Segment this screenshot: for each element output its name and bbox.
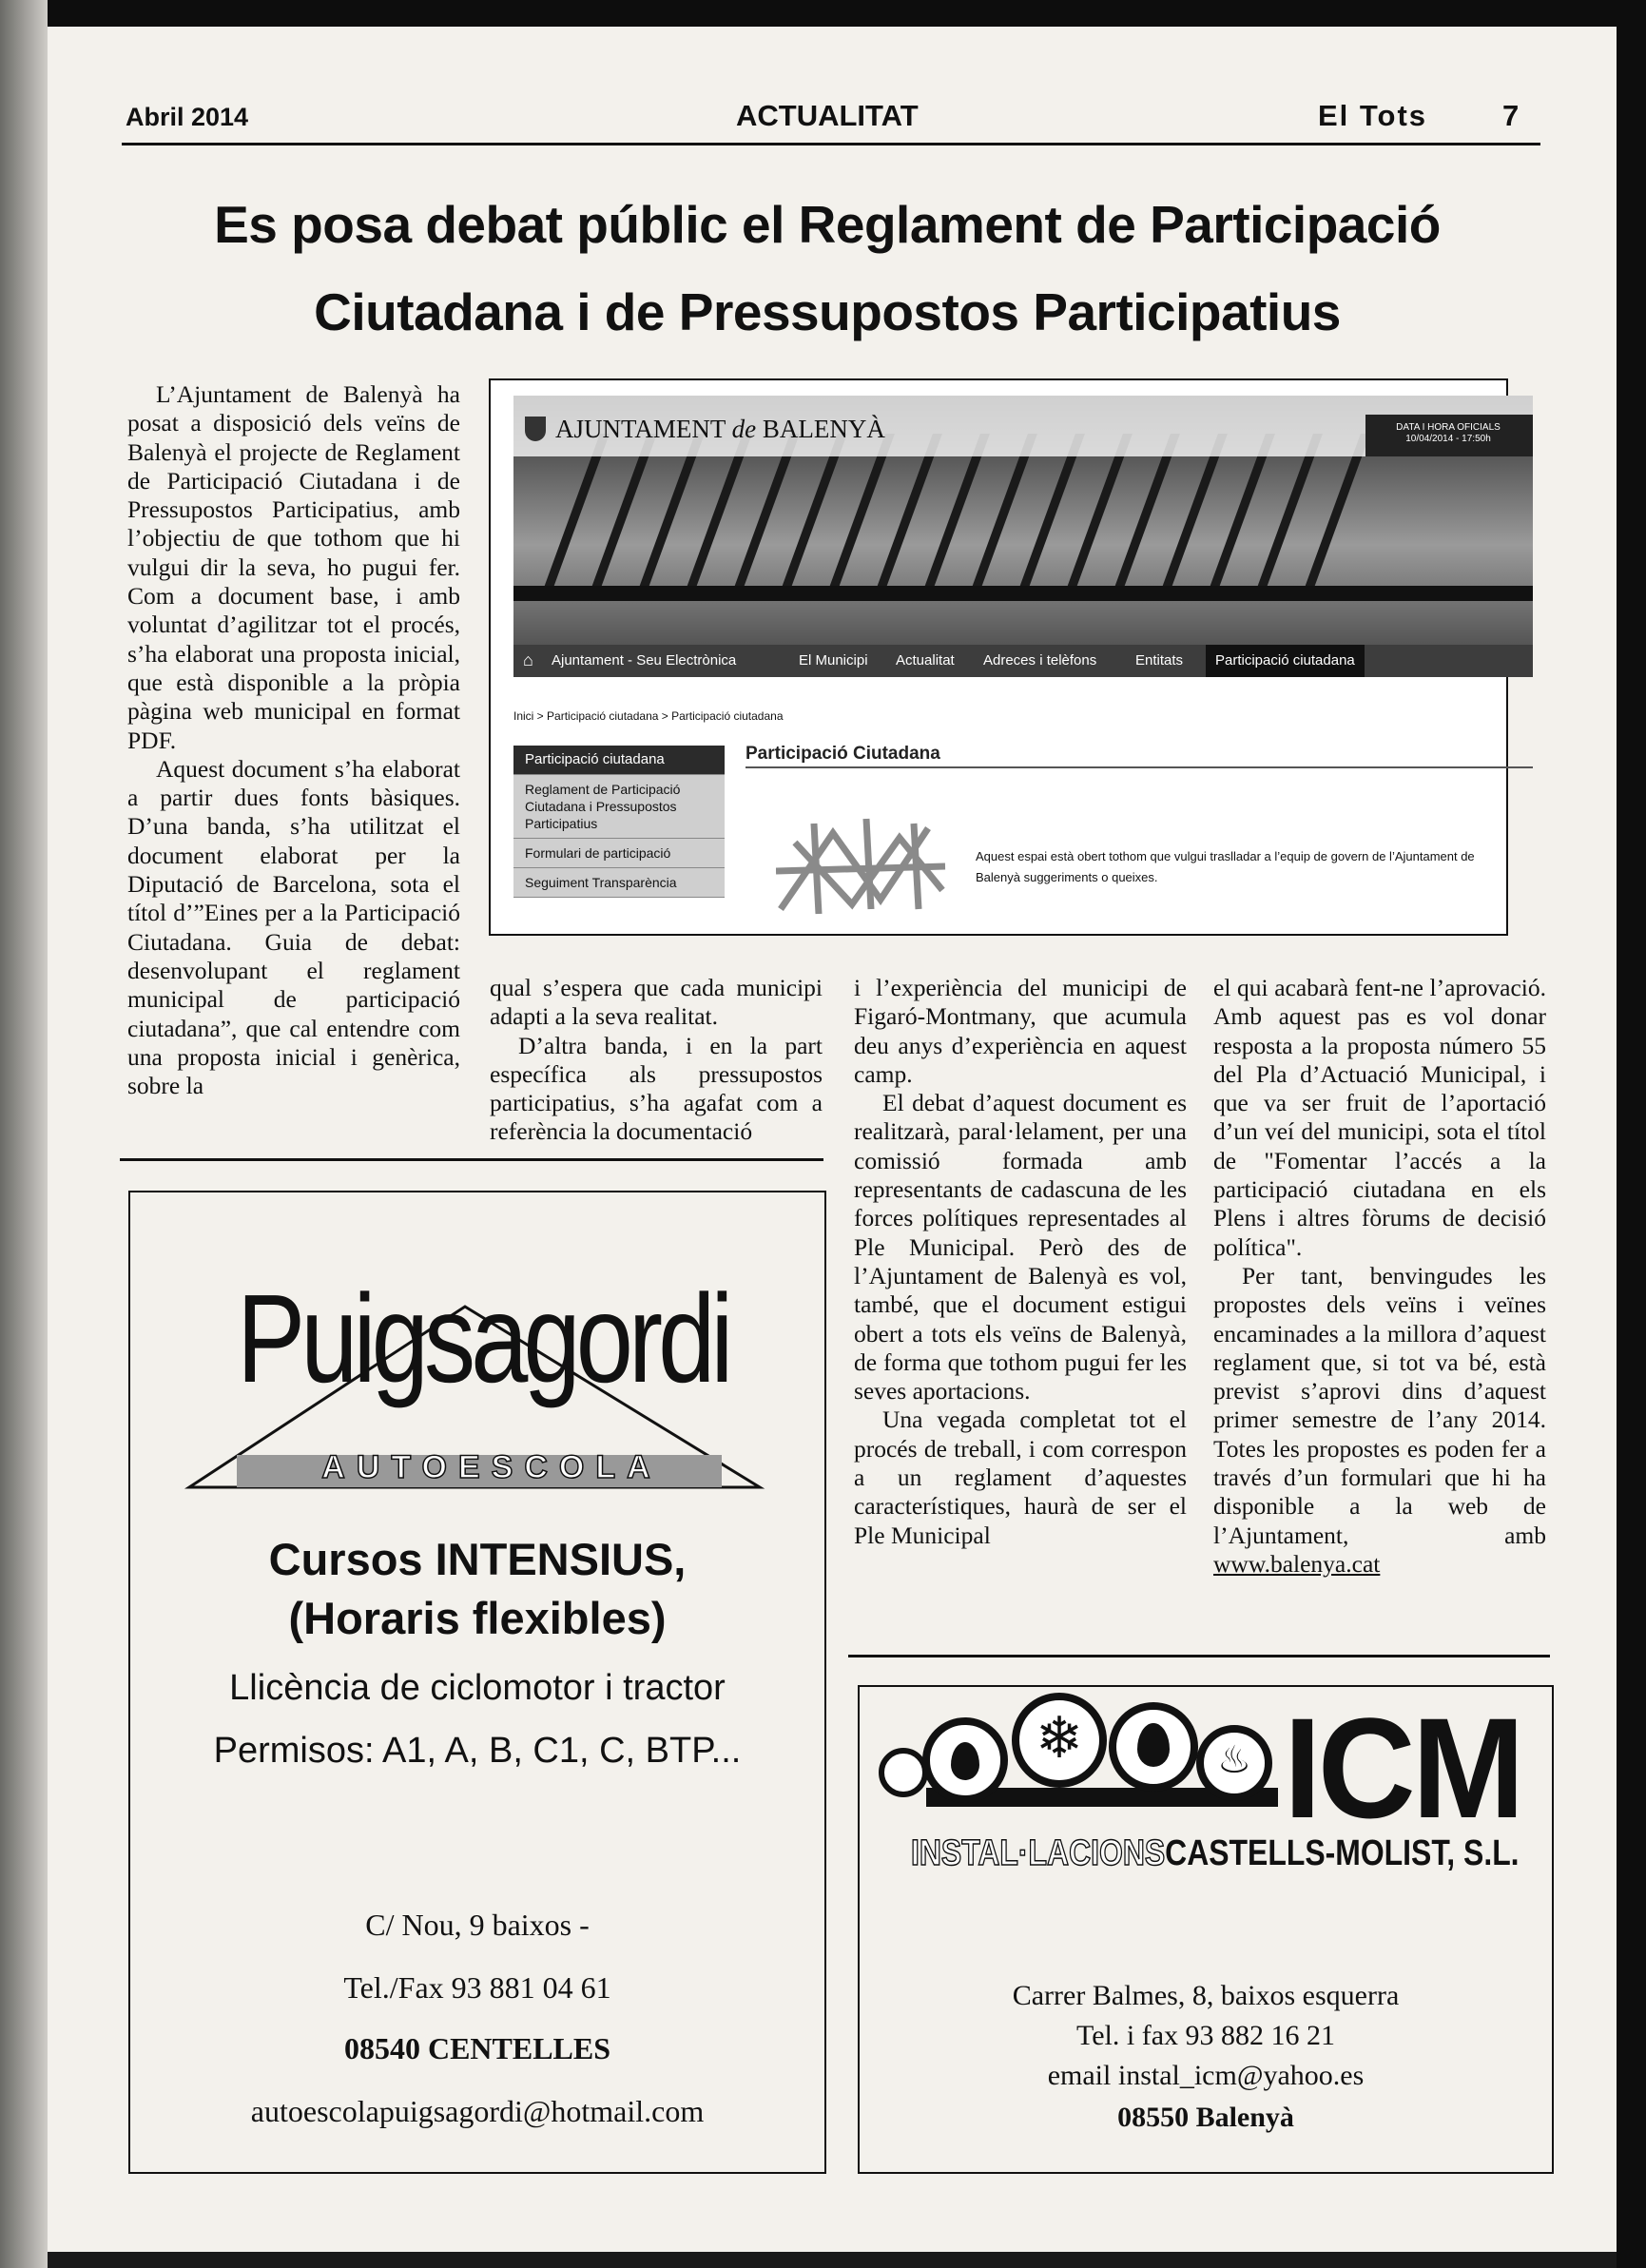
menu-item-active[interactable]: Participació ciutadana: [513, 746, 725, 775]
paragraph: Una vegada completat tot el procés de treball, i com correspon a un reglament d’aquestes característiques, haurà de ser el Ple Municipal: [854, 1405, 1187, 1549]
paragraph: i l’experiència del municipi de Figaró-Montmany, que acumula deu anys d’experiència en aquest camp.: [854, 974, 1187, 1088]
ad-line: Cursos INTENSIUS,: [268, 1534, 687, 1584]
ad-address: Carrer Balmes, 8, baixos esquerra: [1012, 1980, 1400, 2011]
heading-rule: [746, 766, 1533, 768]
menu-item[interactable]: Formulari de participació: [513, 839, 725, 868]
website-screenshot: [489, 378, 1508, 936]
ad-city: 08540 CENTELLES: [343, 2031, 611, 2065]
article-title: [105, 181, 1550, 356]
brand-subtitle: AUTOESCOLA: [321, 1449, 662, 1485]
ad-line: Permisos: A1, A, B, C1, C, BTP...: [213, 1731, 742, 1771]
paragraph: El debat d’aquest document es realitzarà, paral·lelament, per una comissió formada amb representants de cadascuna de les forces polítiques representades al Ple Municipal. Però des de l’Ajuntament de Balenyà es vol, també, que el document estigui obert a tots els veïns de Balenyà, de forma que tothom pugui fer les seves aportacions.: [854, 1089, 1187, 1405]
brand-name: ICM: [1284, 1688, 1521, 1848]
paragraph: Aquest document s’ha elaborat a partir dues fonts bàsiques. D’una banda, s’ha utilitzat el document elaborat per la Diputació de Barcelona, sota el títol d’”Eines per a la Participació Ciutadana. Guia de debat: desenvolupant el reglament municipal de participació ciutadana”, que cal entendre com una proposta inicial i genèrica, sobre la: [127, 754, 460, 1100]
ad-phone: Tel./Fax 93 881 04 61: [343, 1970, 611, 2005]
article-column-3: [854, 974, 1187, 1550]
scan-border-right: [1617, 0, 1646, 2268]
home-icon[interactable]: ⌂: [523, 650, 533, 669]
divider: [848, 1655, 1550, 1657]
title-line-2: Ciutadana i de Pressupostos Participatius: [314, 282, 1341, 341]
brand-name: Puigsagordi: [237, 1269, 729, 1408]
net-sculpture-image: [776, 814, 947, 919]
official-date-box: DATA I HORA OFICIALS 10/04/2014 - 17:50h: [1396, 422, 1501, 444]
ad-line: (Horaris flexibles): [288, 1593, 667, 1643]
scan-border-left: [0, 0, 48, 2268]
nav-item[interactable]: Adreces i telèfons: [983, 652, 1097, 669]
article-column-1: [127, 380, 460, 1132]
website-banner: [513, 396, 1533, 645]
paragraph: el qui acabarà fent-ne l’aprovació. Amb aquest pas es vol donar resposta a la proposta número 55 del Pla d’Actuació Municipal, i que va ser fruit de l’aportació d’un veí del municipi, sota el títol de "Fomentar l’accés a la participació ciutadana en els Plens i altres fòrums de decisió política".: [1213, 974, 1546, 1261]
paragraph: L’Ajuntament de Balenyà ha posat a disposició dels veïns de Balenyà el projecte de Reglament de Participació Ciutadana i de Pressupostos Participatius, amb l’objectiu de que tothom que hi vulgui dir la seva, ho pugui fer. Com a document base, i amb voluntat d’agilitzar tot el procés, s’ha elaborat una proposta inicial, que està disponible a la pròpia pàgina web municipal en format PDF.: [127, 380, 460, 754]
icm-ad: [858, 1685, 1554, 2174]
breadcrumb[interactable]: Inici > Participació ciutadana > Participació ciutadana: [513, 709, 784, 723]
coat-of-arms-icon: [525, 417, 546, 441]
ad-email: autoescolapuigsagordi@hotmail.com: [250, 2094, 705, 2128]
nav-item[interactable]: Entitats: [1135, 652, 1184, 669]
lightbulb-icon: ♨: [1196, 1725, 1272, 1801]
header-rule: [122, 143, 1540, 145]
menu-item[interactable]: Reglament de Participació Ciutadana i Pressupostos Participatius: [513, 775, 725, 839]
ad-city: 08550 Balenyà: [1117, 2102, 1294, 2133]
scan-border-top: [0, 0, 1646, 27]
puigsagordi-ad: [128, 1191, 826, 2174]
divider: [120, 1158, 823, 1161]
header-page-number: 7: [1502, 99, 1520, 132]
article-column-2: [490, 974, 823, 1147]
paragraph: D’altra banda, i en la part específica als pressupostos participatius, s’ha agafat com a referència la documentació: [490, 1031, 823, 1146]
nav-item[interactable]: Ajuntament - Seu Electrònica: [552, 652, 737, 669]
menu-item[interactable]: Seguiment Transparència: [513, 868, 725, 898]
header-section: ACTUALITAT: [736, 99, 919, 132]
nav-item[interactable]: Actualitat: [896, 652, 955, 669]
header-date: Abril 2014: [126, 103, 249, 131]
ad-phone: Tel. i fax 93 882 16 21: [1075, 2020, 1336, 2051]
website-link[interactable]: www.balenya.cat: [1213, 1549, 1381, 1578]
site-nav: [513, 645, 1533, 677]
article-column-4: [1213, 974, 1546, 1579]
page-text: Aquest espai està obert tothom que vulgui traslladar a l’equip de govern de l’Ajuntament de Balenyà suggeriments o queixes.: [976, 849, 1475, 884]
snowflake-icon: ❄: [1012, 1693, 1107, 1788]
header-publication: El Tots: [1318, 99, 1428, 132]
ad-address: C/ Nou, 9 baixos -: [365, 1908, 590, 1942]
ad-email: email instal_icm@yahoo.es: [1047, 2060, 1365, 2091]
gear-icon: [879, 1748, 928, 1797]
paragraph: qual s’espera que cada municipi adapti a la seva realitat.: [490, 974, 823, 1031]
water-drop-icon: [1109, 1702, 1198, 1792]
company-name: INSTAL·LACIONSCASTELLS-MOLIST, S.L.: [911, 1833, 1520, 1873]
nav-item[interactable]: El Municipi: [799, 652, 868, 669]
title-line-1: Es posa debat públic el Reglament de Participació: [214, 195, 1441, 254]
site-title: AJUNTAMENT de BALENYÀ: [525, 415, 885, 444]
page-heading: Participació Ciutadana: [746, 744, 940, 764]
flame-icon: [922, 1717, 1008, 1803]
nav-item-active[interactable]: Participació ciutadana: [1206, 645, 1365, 677]
ad-line: Llicència de ciclomotor i tractor: [229, 1668, 726, 1708]
side-menu: [513, 746, 725, 898]
paragraph: Per tant, benvingudes les propostes dels veïns i veïnes encaminades a la millora d’aquest reglament que, si tot va bé, està previst s’aprovi dins d’aquest primer semestre de l’any 2014. Totes les propostes es poden fer a través d’un formulari que hi ha disponible a la web de l’Ajuntament, amb www.balenya.cat: [1213, 1261, 1546, 1578]
